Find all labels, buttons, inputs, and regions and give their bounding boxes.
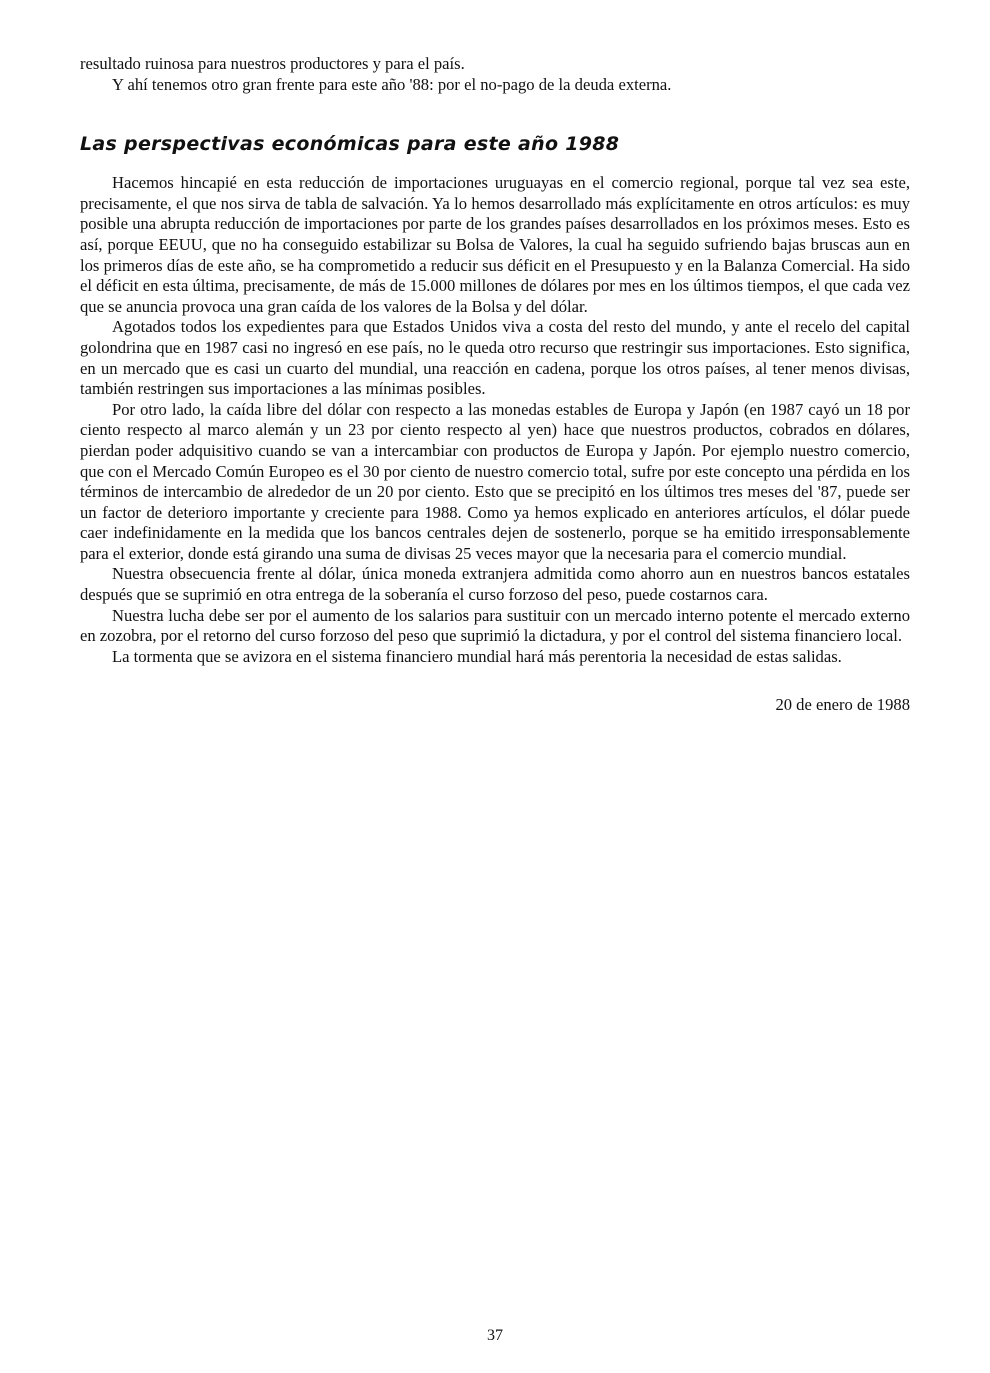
page-number: 37 bbox=[487, 1327, 503, 1344]
body-paragraph-2: Agotados todos los expedientes para que Estados Unidos viva a costa del resto del mundo, y ante el recelo del capital golondrina que en 1987 casi no ingresó en ese país, no le queda otro recurso que restringir sus importaciones. Esto significa, en un mercado que es casi un cuarto del mundial, una reacción en cadena, porque los otros países, al tener menos divisas, también restringen sus importaciones a las mínimas posibles. bbox=[80, 317, 910, 399]
body-paragraph-5: Nuestra lucha debe ser por el aumento de los salarios para sustituir con un mercado interno potente el mercado externo en zozobra, por el retorno del curso forzoso del peso que suprimió la dictadura, y por el control del sistema financiero local. bbox=[80, 605, 910, 646]
intro-paragraph-1: resultado ruinosa para nuestros productores y para el país. bbox=[80, 54, 465, 73]
section-title: Las perspectivas económicas para este año 1988 bbox=[80, 133, 620, 156]
body-paragraph-4: Nuestra obsecuencia frente al dólar, única moneda extranjera admitida como ahorro aun en nuestros bancos estatales después que se suprimió en otra entrega de la soberanía el curso forzoso del peso, puede costarnos cara. bbox=[80, 564, 910, 605]
body-paragraph-1: Hacemos hincapié en esta reducción de importaciones uruguayas en el comercio regional, porque tal vez sea este, precisamente, el que nos sirva de tabla de salvación. Ya lo hemos desarrollado más explícitamente en otros artículos: es muy posible una abrupta reducción de importaciones por parte de los grandes países desarrollados en los próximos meses. Esto es así, porque EEUU, que no ha conseguido estabilizar su Bolsa de Valores, la cual ha seguido sufriendo bajas bruscas aun en los primeros días de este año, se ha comprometido a reducir sus déficit en el Presupuesto y en la Balanza Comercial. Ha sido el déficit en esta última, precisamente, de más de 15.000 millones de dólares por mes en los últimos tiempos, el que cada vez que se anuncia provoca una gran caída de los valores de la Bolsa y del dólar. bbox=[80, 173, 910, 316]
document-page bbox=[80, 54, 910, 715]
article-date: 20 de enero de 1988 bbox=[775, 695, 910, 715]
intro-paragraph-2: Y ahí tenemos otro gran frente para este año '88: por el no-pago de la deuda externa. bbox=[112, 74, 672, 94]
body-paragraph-3: Por otro lado, la caída libre del dólar con respecto a las monedas estables de Europa y Japón (en 1987 cayó un 18 por ciento respecto al marco alemán y un 23 por ciento respecto al yen) hace que nuestros productos, cobrados en dólares, pierdan poder adquisitivo cuando se van a intercambiar con productos de Europa y Japón. Por ejemplo nuestro comercio, que con el Mercado Común Europeo es el 30 por ciento de nuestro comercio total, sufre por este concepto una pérdida en los términos de intercambio de alrededor de un 20 por ciento. Esto que se precipitó en los últimos tres meses del '87, puede ser un factor de deterioro importante y creciente para 1988. Como ya hemos explicado en anteriores artículos, el dólar puede caer indefinidamente en la medida que los bancos centrales dejen de sostenerlo, porque se ha emitido irresponsablemente para el exterior, donde está girando una suma de divisas 25 veces mayor que la necesaria para el comercio mundial. bbox=[80, 399, 910, 563]
body-paragraph-6: La tormenta que se avizora en el sistema financiero mundial hará más perentoria la necesidad de estas salidas. bbox=[112, 646, 842, 666]
